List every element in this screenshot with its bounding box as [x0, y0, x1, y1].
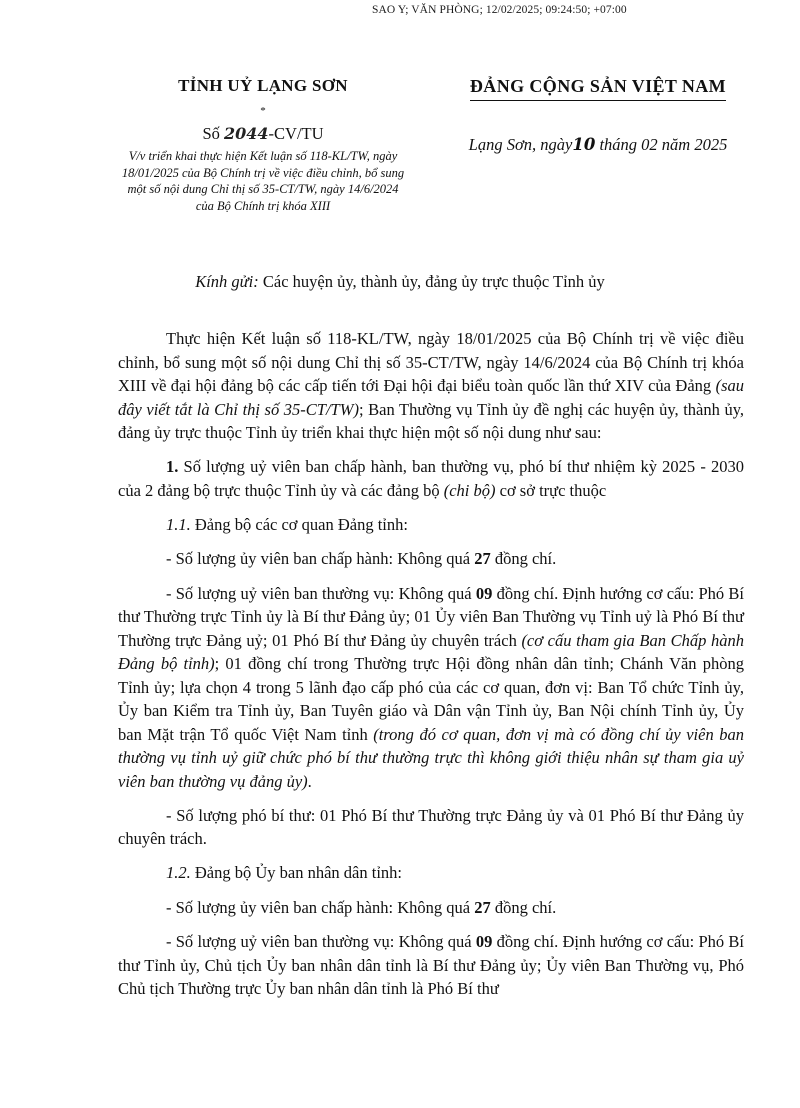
item-a-count: 27	[474, 549, 491, 568]
section-1-1-item-b	[118, 582, 744, 794]
item-b2-pre: - Số lượng uỷ viên ban thường vụ: Không quá	[166, 932, 476, 951]
doc-no-suffix: -CV/TU	[268, 124, 324, 143]
item-b2-post: đồng chí. Định hướng cơ cấu: Phó Bí thư Tỉnh ủy, Chủ tịch Ủy ban nhân dân tỉnh là Bí thư Đảng ủy; Ủy viên Ban Thường vụ, Phó Chủ tịch Thường trực Ủy ban nhân dân tỉnh là Phó Bí thư	[118, 932, 745, 998]
item-a2-pre: - Số lượng ủy viên ban chấp hành: Không quá	[166, 897, 475, 917]
section-1-1-heading	[118, 513, 744, 537]
issuer-header	[108, 76, 418, 214]
intro-text-2: ; Ban Thường vụ Tỉnh ủy đề nghị các huyện ủy, thành ủy, đảng ủy trực thuộc Tỉnh ủy triển khai thực hiện một số nội dung như sau:	[118, 399, 744, 442]
section-1-italic: (chi bộ)	[443, 480, 496, 500]
recipient-label: Kính gửi:	[195, 272, 259, 291]
party-name: ĐẢNG CỘNG SẢN VIỆT NAM	[470, 76, 726, 101]
intro-paragraph	[118, 327, 744, 445]
date-prefix: Lạng Sơn, ngày	[468, 135, 573, 154]
doc-no-prefix: Số	[202, 124, 225, 143]
section-1-1-number: 1.1.	[166, 514, 191, 534]
issuer-name: TỈNH UỶ LẠNG SƠN	[178, 76, 348, 95]
document-body	[118, 327, 744, 1011]
intro-italic: (sau đây viết tắt là Chỉ thị số 35-CT/TW)	[118, 376, 744, 419]
document-number	[108, 124, 418, 144]
item-a2-post: đồng chí.	[490, 897, 557, 917]
section-1-heading	[118, 455, 744, 502]
section-1-end: cơ sở trực thuộc	[495, 480, 607, 500]
date-day-handwritten: 10	[572, 135, 596, 154]
item-b-text-2: ; 01 đồng chí trong Thường trực Hội đồng nhân dân tỉnh; Chánh Văn phòng Tỉnh ủy; lựa chọn 4 trong 5 lãnh đạo cấp phó của các cơ quan, đơn vị: Ban Tổ chức Tỉnh ủy, Ủy ban Kiểm tra Tỉnh ủy, Ban Tuyên giáo và Dân vận Tỉnh ủy, Ban Nội chính Tỉnh ủy, Ủy ban Mặt trận Tổ quốc Việt Nam tỉnh	[118, 654, 744, 744]
section-1-text: Số lượng uỷ viên ban chấp hành, ban thường vụ, phó bí thư nhiệm kỳ 2025 - 2030 của 2 đảng bộ trực thuộc Tỉnh ủy và các đảng bộ	[118, 457, 744, 500]
party-header	[452, 76, 744, 155]
item-a-pre: - Số lượng ủy viên ban chấp hành: Không quá	[166, 549, 475, 568]
section-1-2-item-a	[118, 896, 744, 920]
section-1-number: 1.	[166, 457, 179, 476]
section-1-1-item-c: - Số lượng phó bí thư: 01 Phó Bí thư Thường trực Đảng ủy và 01 Phó Bí thư Đảng ủy chuyên trách.	[118, 805, 744, 848]
item-a2-count: 27	[474, 897, 491, 917]
date-suffix: tháng 02 năm 2025	[595, 135, 728, 154]
section-1-2-heading	[118, 861, 744, 885]
item-b-pre: - Số lượng uỷ viên ban thường vụ: Không quá	[166, 583, 476, 603]
digital-copy-stamp: SAO Y; VĂN PHÒNG; 12/02/2025; 09:24:50; +07:00	[372, 4, 627, 16]
item-a-post: đồng chí.	[490, 549, 557, 568]
item-b-end: .	[307, 771, 312, 791]
item-b2-count: 09	[475, 932, 493, 951]
place-date	[452, 135, 744, 155]
item-b-italic-2: (trong đó cơ quan, đơn vị mà có đồng chí ủy viên ban thường vụ tỉnh uỷ giữ chức phó bí thư thường trực thì không giới thiệu nhân sự tham gia uỷ viên ban thường vụ đảng ủy)	[118, 724, 744, 791]
intro-text-1: Thực hiện Kết luận số 118-KL/TW, ngày 18/01/2025 của Bộ Chính trị về việc điều chỉnh, bổ sung một số nội dung Chỉ thị số 35-CT/TW, ngày 14/6/2024 của Bộ Chính trị khóa XIII về đại hội đảng bộ các cấp tiến tới Đại hội đại biểu toàn quốc lần thứ XIV của Đảng	[118, 329, 744, 395]
recipient-line	[0, 272, 800, 292]
star-mark: *	[260, 105, 266, 117]
section-1-2-number: 1.2.	[166, 863, 191, 882]
section-1-1-item-a	[118, 547, 744, 571]
recipient-text: Các huyện ủy, thành ủy, đảng ủy trực thuộc Tỉnh ủy	[258, 272, 605, 291]
item-b-text-1: đồng chí. Định hướng cơ cấu: Phó Bí thư Thường trực Tỉnh ủy là Bí thư Đảng ủy; 01 Ủy viên Ban Thường vụ Tỉnh uỷ là Phó Bí thư Thường trực Đảng uỷ; 01 Phó Bí thư Đảng ủy chuyên trách	[118, 583, 745, 650]
document-subject: V/v triển khai thực hiện Kết luận số 118-KL/TW, ngày 18/01/2025 của Bộ Chính trị về việc điều chỉnh, bổ sung một số nội dung Chỉ thị số 35-CT/TW, ngày 14/6/2024 của Bộ Chính trị khóa XIII	[121, 149, 405, 213]
section-1-2-item-b	[118, 930, 744, 1001]
item-b-count: 09	[475, 583, 493, 603]
doc-no-handwritten: 2044	[224, 124, 269, 143]
item-b-italic-1: (cơ cấu tham gia Ban Chấp hành Đảng bộ tỉnh)	[118, 630, 744, 673]
section-1-1-text: Đảng bộ các cơ quan Đảng tỉnh:	[190, 514, 408, 534]
section-1-2-text: Đảng bộ Ủy ban nhân dân tỉnh:	[190, 863, 403, 882]
